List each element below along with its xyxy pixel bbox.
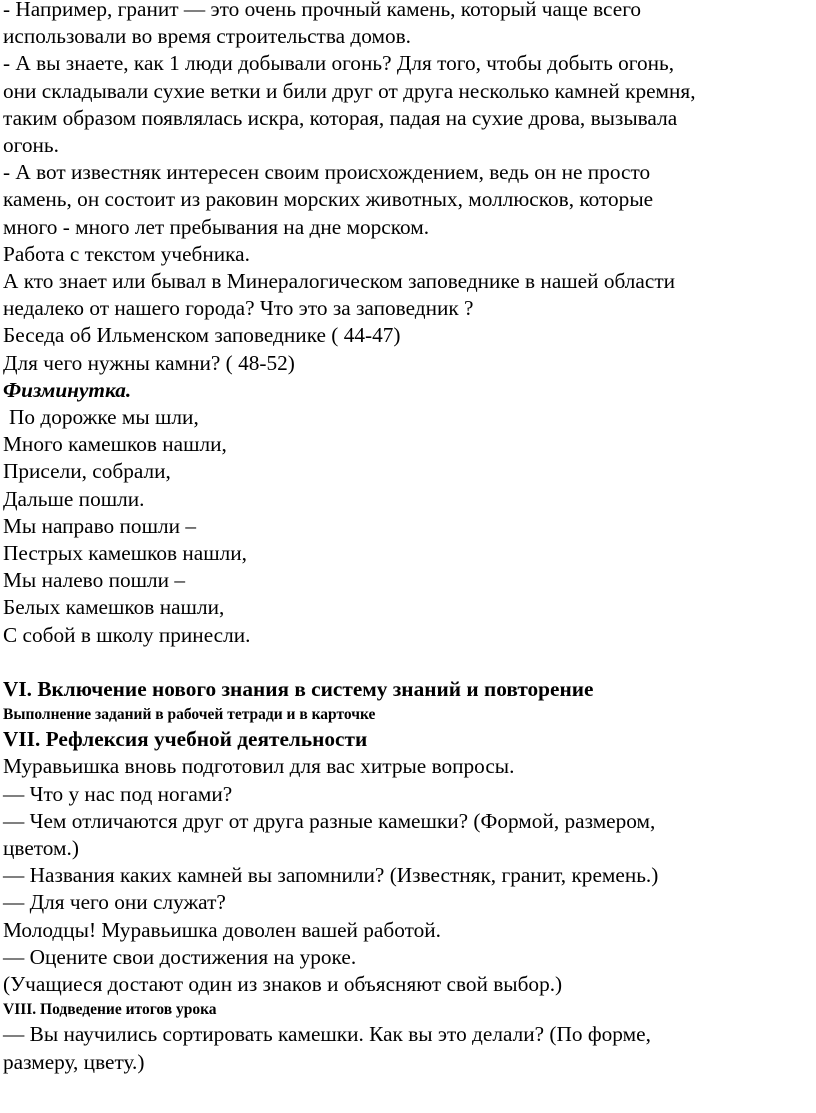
poem-line: Белых камешков нашли, [3, 595, 225, 620]
text-line: - Например, гранит — это очень прочный камень, который чаще всего [3, 0, 642, 21]
text-line: огонь. [3, 133, 59, 158]
text-line: - А вы знаете, как 1 люди добывали огонь? Для того, чтобы добыть огонь, [3, 51, 675, 76]
text-line: они складывали сухие ветки и били друг от друга несколько камней кремня, [3, 78, 696, 103]
poem-line: Присели, собрали, [3, 459, 171, 484]
document-page [3, 0, 808, 1076]
fizminutka-heading: Физминутка. [3, 377, 132, 402]
text-line: Молодцы! Муравьишка доволен вашей работой. [3, 917, 441, 942]
section-7-heading: VII. Рефлексия учебной деятельности [3, 727, 368, 752]
poem-line: Много камешков нашли, [3, 432, 227, 457]
text-line: много - много лет пребывания на дне морском. [3, 214, 430, 239]
text-line: камень, он состоит из раковин морских животных, моллюсков, которые [3, 187, 654, 212]
poem-line: Мы налево пошли – [3, 568, 186, 593]
poem-line: Пестрых камешков нашли, [3, 541, 248, 566]
text-line: — Оцените свои достижения на уроке. [3, 944, 357, 969]
text-line: размеру, цвету.) [3, 1049, 145, 1074]
text-line: цветом.) [3, 836, 79, 861]
text-line: Беседа об Ильменском заповеднике ( 44-47) [3, 323, 401, 348]
text-line: — Вы научились сортировать камешки. Как вы это делали? (По форме, [3, 1022, 651, 1047]
text-line: - А вот известняк интересен своим происхождением, ведь он не просто [3, 160, 651, 185]
poem-line: С собой в школу принесли. [3, 622, 251, 647]
section-8-heading: VIII. Подведение итогов урока [3, 1001, 217, 1019]
text-line: Для чего нужны камни? ( 48-52) [3, 350, 295, 375]
text-line: — Чем отличаются друг от друга разные камешки? (Формой, размером, [3, 808, 656, 833]
text-line: (Учащиеся достают один из знаков и объясняют свой выбор.) [3, 972, 563, 997]
text-line: недалеко от нашего города? Что это за заповедник ? [3, 296, 474, 321]
section-6-subheading: Выполнение заданий в рабочей тетради и в карточке [3, 706, 376, 724]
poem-line: По дорожке мы шли, [9, 405, 199, 430]
text-line: А кто знает или бывал в Минералогическом заповеднике в нашей области [3, 269, 676, 294]
text-line: — Что у нас под ногами? [3, 781, 233, 806]
poem-line: Дальше пошли. [3, 486, 145, 511]
text-line: Работа с текстом учебника. [3, 241, 250, 266]
text-line: таким образом появлялась искра, которая, падая на сухие дрова, вызывала [3, 105, 678, 130]
poem-line: Мы направо пошли – [3, 513, 196, 538]
text-line: Муравьишка вновь подготовил для вас хитрые вопросы. [3, 754, 515, 779]
paragraph-spacer [3, 649, 808, 676]
text-line: — Для чего они служат? [3, 890, 226, 915]
text-line: использовали во время строительства домов. [3, 24, 411, 49]
section-6-heading: VI. Включение нового знания в систему знаний и повторение [3, 677, 594, 702]
text-line: — Названия каких камней вы запомнили? (Известняк, гранит, кремень.) [3, 863, 659, 888]
